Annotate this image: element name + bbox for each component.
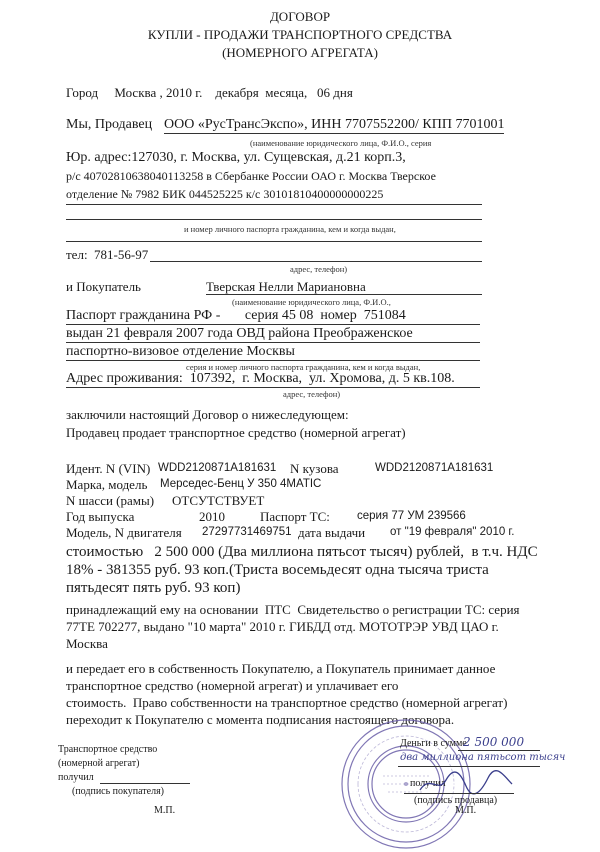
- issue-label: дата выдачи: [298, 525, 366, 540]
- cost-line-2: 18% - 381355 руб. 93 коп.(Триста восемьдесят одна тысяча триста: [66, 562, 489, 578]
- sig-right-1: Деньги в сумме: [400, 738, 467, 749]
- buyer-name-caption: (наименование юридического лица, Ф.И.О.,: [232, 297, 391, 307]
- pts-label: Паспорт ТС:: [260, 509, 330, 524]
- chassis-label: N шасси (рамы): [66, 493, 155, 508]
- sig-left-2: (номерной агрегат): [58, 758, 140, 769]
- seller-blank-line: [66, 219, 482, 220]
- vin-label: Идент. N (VIN): [66, 461, 151, 476]
- buyer-name-line: [206, 294, 482, 295]
- sig-left-3: получил: [58, 772, 94, 783]
- sig-right-words-line: [398, 766, 540, 767]
- buyer-passport-caption: серия и номер личного паспорта гражданина, кем и когда выдан,: [186, 362, 421, 372]
- buyer-name: Тверская Нелли Мариановна: [206, 279, 366, 294]
- engine-label: Модель, N двигателя: [66, 525, 182, 540]
- seller-phone-line: [150, 261, 482, 262]
- seller-address-1: Юр. адрес:127030, г. Москва, ул. Сущевская, д.21 корп.3,: [66, 150, 406, 165]
- seller-phone-caption: адрес, телефон): [290, 264, 348, 274]
- owned-line-2: 77ТЕ 702277, выдано "10 марта" 2010 г. ГИБДД отд. МОТОТРЭР УВД ЦАО г.: [66, 619, 499, 634]
- transfer-line-4: переходит к Покупателю с момента подписания настоящего договора.: [66, 712, 455, 727]
- sig-right-caption: (подпись продавца): [414, 795, 498, 806]
- sig-right-amount: 2 500 000: [463, 735, 525, 749]
- seller-phone: тел: 781-56-97: [66, 247, 149, 262]
- buyer-passport-2: выдан 21 февраля 2007 года ОВД района Преображенское: [66, 327, 480, 343]
- year-value: 2010: [199, 509, 225, 524]
- date-line: Город Москва , 2010 г. декабря месяца, 06 дня: [66, 85, 353, 100]
- buyer-intro: и Покупатель: [66, 279, 141, 294]
- doc-title: ДОГОВОР: [269, 9, 331, 24]
- chassis-value: ОТСУТСТВУЕТ: [172, 493, 265, 508]
- seller-blank-line-2: [66, 241, 482, 242]
- owned-line-1: принадлежащий ему на основании ПТС Свидетельство о регистрации ТС: серия: [66, 602, 520, 617]
- agreement-line-2: Продавец продает транспортное средство (номерной агрегат): [66, 425, 406, 440]
- pts-value: серия 77 УМ 239566: [357, 510, 466, 522]
- seller-name: ООО «РусТрансЭкспо», ИНН 7707552200/ КПП 7701001: [164, 117, 505, 132]
- sig-left-1: Транспортное средство: [58, 744, 158, 755]
- buyer-address: Адрес проживания: 107392, г. Москва, ул. Хромова, д. 5 кв.108.: [66, 372, 480, 388]
- seller-address-underline: [66, 204, 482, 205]
- doc-title-line3: (НОМЕРНОГО АГРЕГАТА): [222, 45, 378, 60]
- cost-line-3: пятьдесят пять руб. 93 коп): [66, 580, 241, 596]
- sig-right-2: получил: [410, 778, 446, 789]
- doc-title-line2: КУПЛИ - ПРОДАЖИ ТРАНСПОРТНОГО СРЕДСТВА: [147, 27, 453, 42]
- seller-intro: Мы, Продавец: [66, 117, 153, 132]
- seller-address-2: р/с 40702810638040113258 в Сбербанке России ОАО г. Москва Тверское: [66, 169, 436, 183]
- buyer-address-caption: адрес, телефон): [283, 389, 341, 399]
- sig-right-amount-line: [458, 750, 540, 751]
- year-label: Год выпуска: [66, 509, 135, 524]
- seller-passport-caption: и номер личного паспорта гражданина, кем и когда выдан,: [184, 224, 396, 234]
- issue-value: от "19 февраля" 2010 г.: [390, 526, 515, 538]
- seller-address-3: отделение № 7982 БИК 044525225 к/с 30101810400000000225: [66, 187, 384, 201]
- body-label: N кузова: [290, 461, 339, 476]
- cost-line-1: стоимостью 2 500 000 (Два миллиона пятьсот тысяч) рублей, в т.ч. НДС: [66, 544, 538, 560]
- sig-right-mp: М.П.: [455, 805, 477, 816]
- buyer-passport-3: паспортно-визовое отделение Москвы: [66, 345, 480, 361]
- engine-value: 27297731469751: [202, 526, 292, 538]
- transfer-line-2: транспортное средство (номерной агрегат) и уплачивает его: [66, 678, 399, 693]
- model-value: Мерседес-Бенц У 350 4MATIC: [160, 478, 322, 490]
- sig-right-words: два миллиона пятьсот тысяч: [400, 752, 566, 763]
- seller-name-caption: (наименование юридического лица, Ф.И.О., серия: [250, 138, 432, 148]
- buyer-passport-1: Паспорт гражданина РФ - серия 45 08 номер 751084: [66, 309, 480, 325]
- vin-value: WDD2120871A181631: [158, 462, 277, 474]
- sig-left-mp: М.П.: [154, 805, 176, 816]
- body-value: WDD2120871A181631: [375, 462, 494, 474]
- transfer-line-3: стоимость. Право собственности на транспортное средство (номерной агрегат): [66, 695, 508, 710]
- owned-line-3: Москва: [66, 636, 108, 651]
- sig-left-caption: (подпись покупателя): [72, 786, 165, 797]
- model-label: Марка, модель: [66, 477, 148, 492]
- transfer-line-1: и передает его в собственность Покупателю, а Покупатель принимает данное: [66, 661, 496, 676]
- sig-right-line: [404, 793, 514, 794]
- agreement-line-1: заключили настоящий Договор о нижеследующем:: [66, 407, 349, 422]
- sig-left-line: [100, 783, 190, 784]
